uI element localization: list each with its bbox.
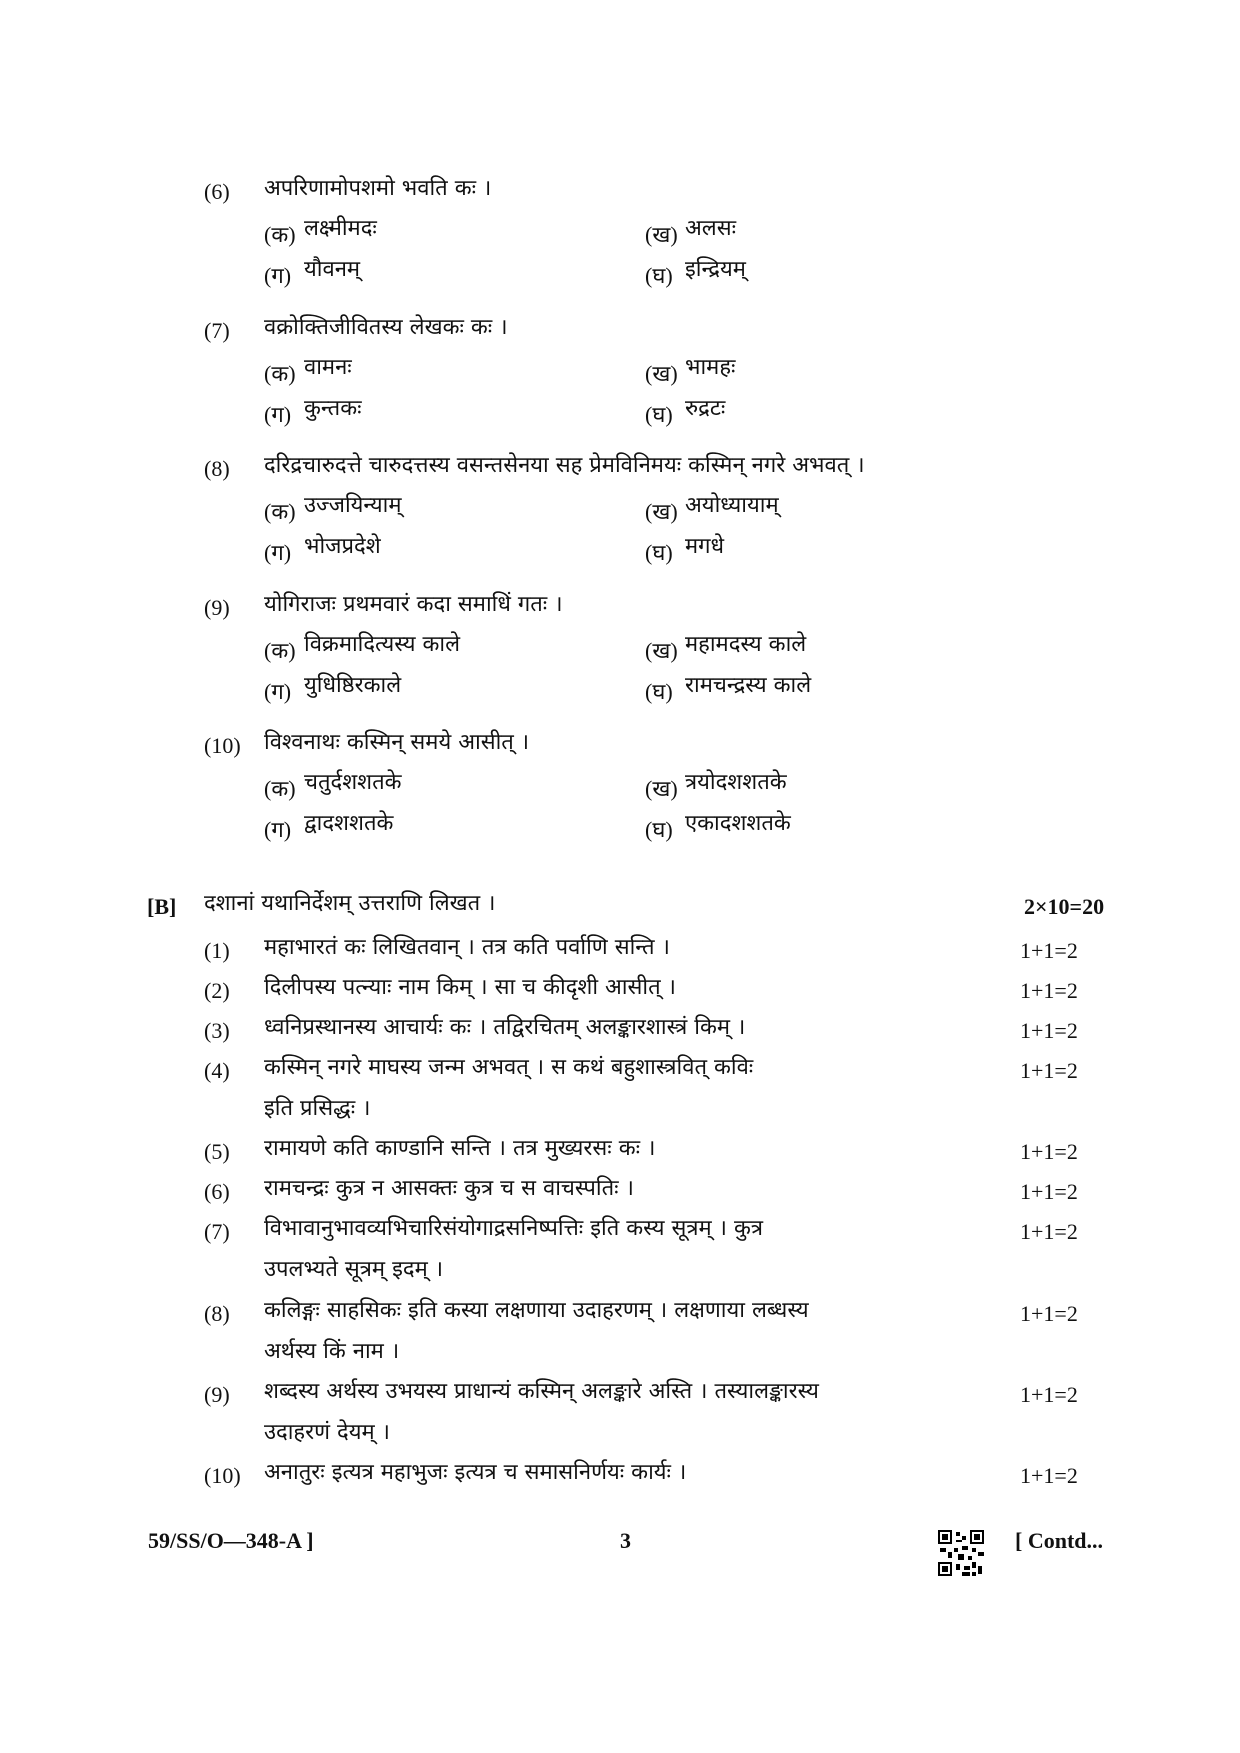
question-text: कस्मिन् नगरे माघस्य जन्म अभवत् । स कथं बहुशास्त्रवित् कविः — [264, 1055, 754, 1080]
question-marks: 1+1=2 — [1020, 1058, 1078, 1083]
question-number: (4) — [204, 1058, 230, 1083]
question-marks: 1+1=2 — [1020, 938, 1078, 963]
option-text: कुन्तकः — [304, 396, 362, 421]
question-text: दिलीपस्य पत्न्याः नाम किम् । सा च कीदृशी आसीत् । — [264, 975, 676, 1000]
question-number: (7) — [204, 1219, 230, 1244]
question-text: महाभारतं कः लिखितवान् । तत्र कति पर्वाणि सन्ति । — [264, 935, 670, 960]
question-number: (9) — [204, 595, 230, 620]
question-number: (10) — [204, 1463, 241, 1488]
option-text: मगधे — [685, 534, 725, 559]
question-marks: 1+1=2 — [1020, 978, 1078, 1003]
option-text: युधिष्ठिरकाले — [304, 673, 402, 698]
option-label: (क) — [264, 638, 296, 663]
question-text: रामायणे कति काण्डानि सन्ति । तत्र मुख्यरसः कः । — [264, 1136, 656, 1161]
question-number: (6) — [204, 1179, 230, 1204]
option-label: (ख) — [645, 499, 678, 524]
question-text: शब्दस्य अर्थस्य उभयस्य प्राधान्यं कस्मिन् अलङ्कारे अस्ति । तस्यालङ्कारस्य — [264, 1379, 819, 1404]
option-label: (ग) — [264, 679, 292, 704]
option-label: (क) — [264, 222, 296, 247]
question-marks: 1+1=2 — [1020, 1179, 1078, 1204]
question-text: विश्वनाथः कस्मिन् समये आसीत् । — [264, 730, 530, 755]
question-number: (6) — [204, 179, 230, 204]
option-text: यौवनम् — [304, 257, 361, 282]
option-label: (क) — [264, 361, 296, 386]
option-label: (ग) — [264, 402, 292, 427]
question-number: (2) — [204, 978, 230, 1003]
question-text: विभावानुभावव्यभिचारिसंयोगाद्रसनिष्पत्तिः इति कस्य सूत्रम् । कुत्र — [264, 1216, 764, 1241]
question-number: (9) — [204, 1382, 230, 1407]
option-label: (ग) — [264, 263, 292, 288]
question-marks: 1+1=2 — [1020, 1301, 1078, 1326]
option-text: त्रयोदशशतके — [685, 770, 787, 795]
section-total-marks: 2×10=20 — [1024, 894, 1105, 919]
question-text: अनातुरः इत्यत्र महाभुजः इत्यत्र च समासनिर्णयः कार्यः । — [264, 1460, 687, 1485]
option-text: विक्रमादित्यस्य काले — [304, 632, 461, 657]
option-text: द्वादशशतके — [304, 811, 394, 836]
section-heading: दशानां यथानिर्देशम् उत्तराणि लिखत । — [204, 891, 496, 916]
option-label: (ख) — [645, 638, 678, 663]
option-label: (घ) — [645, 402, 673, 427]
question-text: उपलभ्यते सूत्रम् इदम् । — [264, 1257, 444, 1282]
option-label: (क) — [264, 499, 296, 524]
question-text: कलिङ्गः साहसिकः इति कस्या लक्षणाया उदाहरणम् । लक्षणाया लब्धस्य — [264, 1298, 809, 1323]
option-label: (घ) — [645, 540, 673, 565]
option-label: (ग) — [264, 817, 292, 842]
question-number: (5) — [204, 1139, 230, 1164]
question-number: (7) — [204, 318, 230, 343]
question-number: (8) — [204, 1301, 230, 1326]
question-number: (8) — [204, 456, 230, 481]
option-label: (घ) — [645, 263, 673, 288]
option-text: इन्द्रियम् — [685, 257, 746, 282]
continued-label: [ Contd... — [1015, 1528, 1104, 1553]
question-text: रामचन्द्रः कुत्र न आसक्तः कुत्र च स वाचस्पतिः । — [264, 1176, 634, 1201]
question-text: अपरिणामोपशमो भवति कः । — [264, 176, 492, 201]
page-number: 3 — [620, 1528, 631, 1553]
question-text: वक्रोक्तिजीवितस्य लेखकः कः । — [264, 315, 508, 340]
option-label: (ख) — [645, 222, 678, 247]
question-marks: 1+1=2 — [1020, 1018, 1078, 1043]
option-text: अयोध्यायाम् — [685, 493, 779, 518]
option-text: भोजप्रदेशे — [304, 534, 381, 559]
option-text: लक्ष्मीमदः — [304, 216, 377, 241]
option-text: रुद्रटः — [685, 396, 726, 421]
option-text: वामनः — [304, 355, 352, 380]
qr-code-icon — [938, 1530, 984, 1576]
question-number: (3) — [204, 1018, 230, 1043]
question-text: योगिराजः प्रथमवारं कदा समाधिं गतः । — [264, 592, 563, 617]
question-marks: 1+1=2 — [1020, 1463, 1078, 1488]
question-marks: 1+1=2 — [1020, 1382, 1078, 1407]
option-label: (ख) — [645, 361, 678, 386]
question-text: उदाहरणं देयम् । — [264, 1420, 390, 1445]
option-text: उज्जयिन्याम् — [304, 493, 402, 518]
question-text: इति प्रसिद्धः । — [264, 1096, 371, 1121]
option-text: एकादशशतके — [685, 811, 791, 836]
question-number: (1) — [204, 938, 230, 963]
question-text: अर्थस्य किं नाम । — [264, 1339, 400, 1364]
option-text: भामहः — [685, 355, 736, 380]
option-text: महामदस्य काले — [685, 632, 807, 657]
question-text: दरिद्रचारुदत्ते चारुदत्तस्य वसन्तसेनया सह प्रेमविनिमयः कस्मिन् नगरे अभवत् । — [264, 453, 865, 478]
question-text: ध्वनिप्रस्थानस्य आचार्यः कः । तद्विरचितम् अलङ्कारशास्त्रं किम् । — [264, 1015, 746, 1040]
option-label: (ख) — [645, 776, 678, 801]
question-marks: 1+1=2 — [1020, 1139, 1078, 1164]
option-label: (ग) — [264, 540, 292, 565]
question-marks: 1+1=2 — [1020, 1219, 1078, 1244]
option-text: चतुर्दशशतके — [304, 770, 402, 795]
option-label: (घ) — [645, 817, 673, 842]
option-text: रामचन्द्रस्य काले — [685, 673, 812, 698]
option-text: अलसः — [685, 216, 737, 241]
option-label: (घ) — [645, 679, 673, 704]
section-label: [B] — [147, 894, 177, 919]
option-label: (क) — [264, 776, 296, 801]
paper-code: 59/SS/O—348-A ] — [148, 1528, 314, 1553]
question-number: (10) — [204, 733, 241, 758]
